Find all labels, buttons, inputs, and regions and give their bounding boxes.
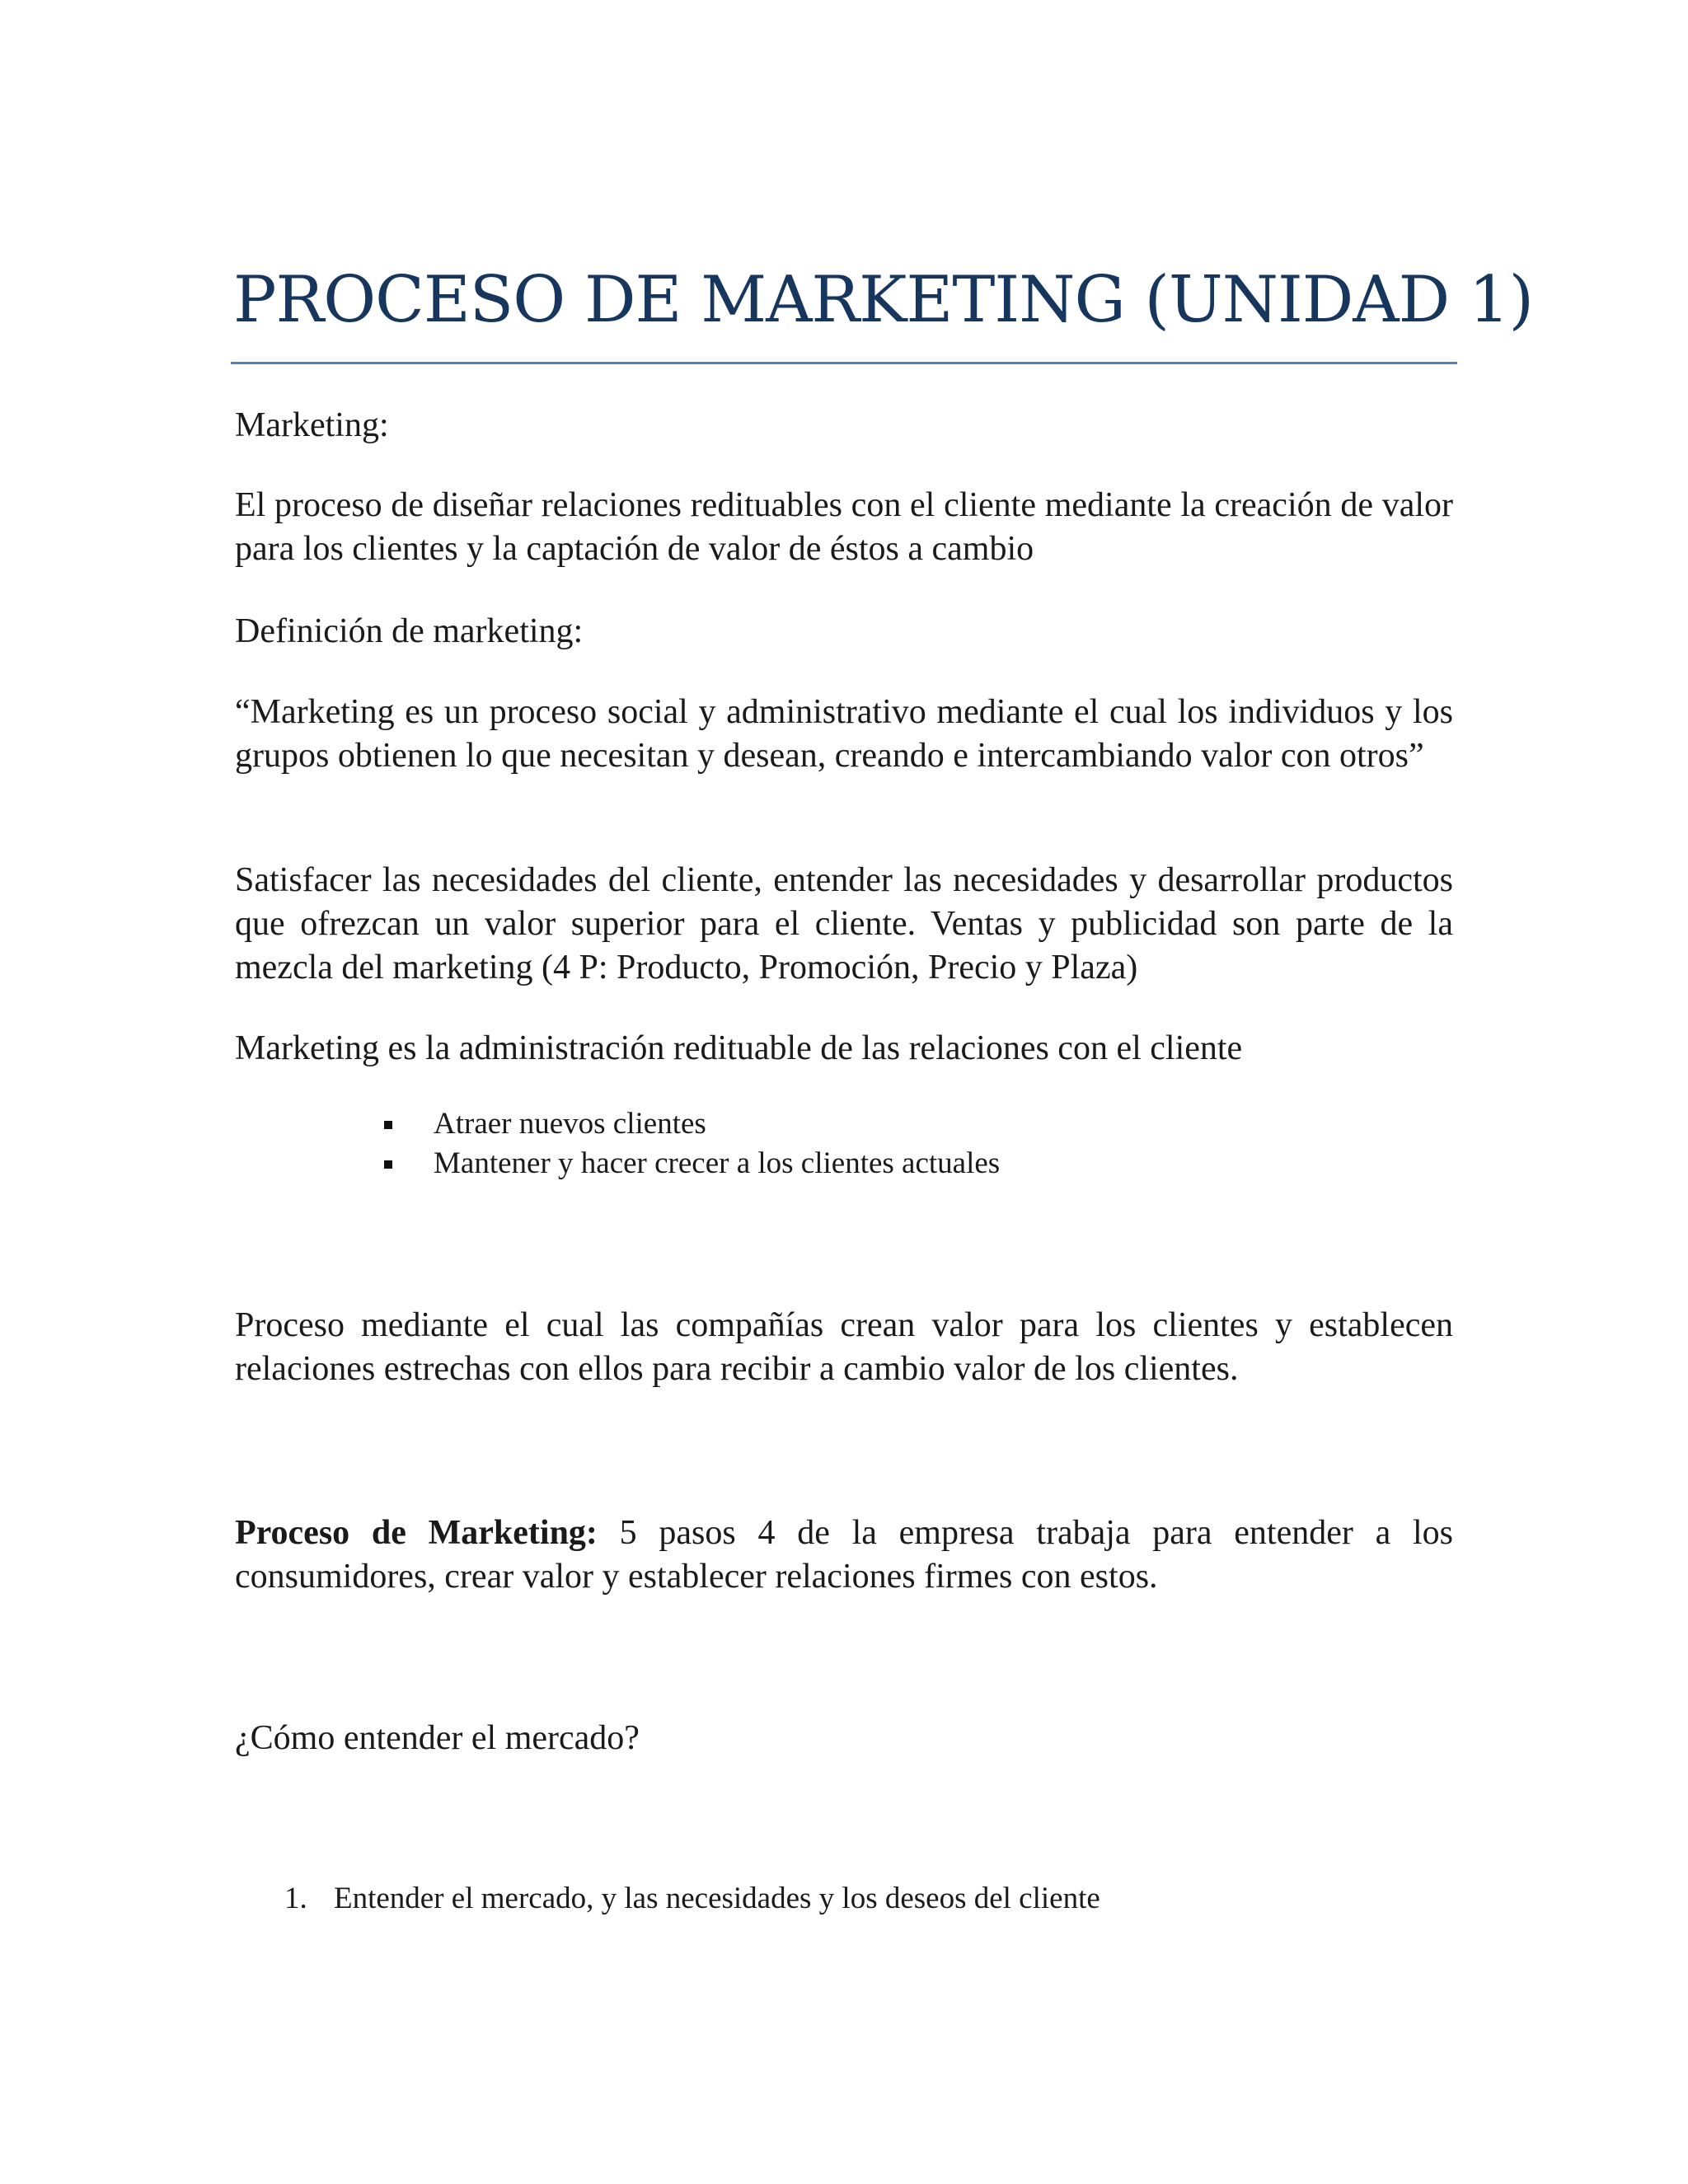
list-item-text: Mantener y hacer crecer a los clientes actuales (434, 1146, 1001, 1180)
list-item-text: Atraer nuevos clientes (434, 1107, 706, 1141)
list-item-text: Entender el mercado, y las necesidades y los deseos del cliente (334, 1882, 1100, 1915)
definicion-label: Definición de marketing: (235, 612, 584, 650)
marketing-quote: “Marketing es un proceso social y administrativo mediante el cual los individuos y los grupos obtienen lo que necesitan y desean, creando e intercambiando valor con otros” (235, 693, 1453, 775)
proceso-paragraph: Proceso mediante el cual las compañías crean valor para los clientes y establecen relaciones estrechas con ellos para recibir a cambio valor de los clientes. (235, 1306, 1453, 1388)
pasos-paragraph (235, 1511, 1453, 1599)
administracion-paragraph: Marketing es la administración redituable de las relaciones con el cliente (235, 1029, 1243, 1067)
title-underline (231, 362, 1457, 364)
bullet-list (379, 1104, 1000, 1183)
marketing-label: Marketing: (235, 406, 389, 444)
question-heading: ¿Cómo entender el mercado? (235, 1719, 640, 1757)
page-title: PROCESO DE MARKETING (UNIDAD 1) (233, 263, 1534, 337)
list-item (379, 1104, 1000, 1144)
list-item (379, 1144, 1000, 1183)
pasos-bold-label: Proceso de Marketing: (235, 1514, 598, 1552)
satisfacer-paragraph: Satisfacer las necesidades del cliente, entender las necesidades y desarrollar productos que ofrezcan un valor superior para el cliente. Ventas y publicidad son parte de la mezcla del marketing (4 P: Producto, Promoción, Precio y Plaza) (235, 861, 1453, 987)
bullet-square-icon (384, 1160, 392, 1169)
list-number: 1. (284, 1882, 307, 1915)
numbered-list-item (284, 1879, 1100, 1919)
pasos-text: 5 pasos 4 de la empresa trabaja para entender a los consumidores, crear valor y establecer relaciones firmes con estos. (235, 1514, 1454, 1596)
marketing-definition: El proceso de diseñar relaciones redituables con el cliente mediante la creación de valor para los clientes y la captación de valor de éstos a cambio (235, 486, 1453, 568)
bullet-square-icon (384, 1121, 392, 1129)
numbered-list (284, 1879, 1100, 1919)
